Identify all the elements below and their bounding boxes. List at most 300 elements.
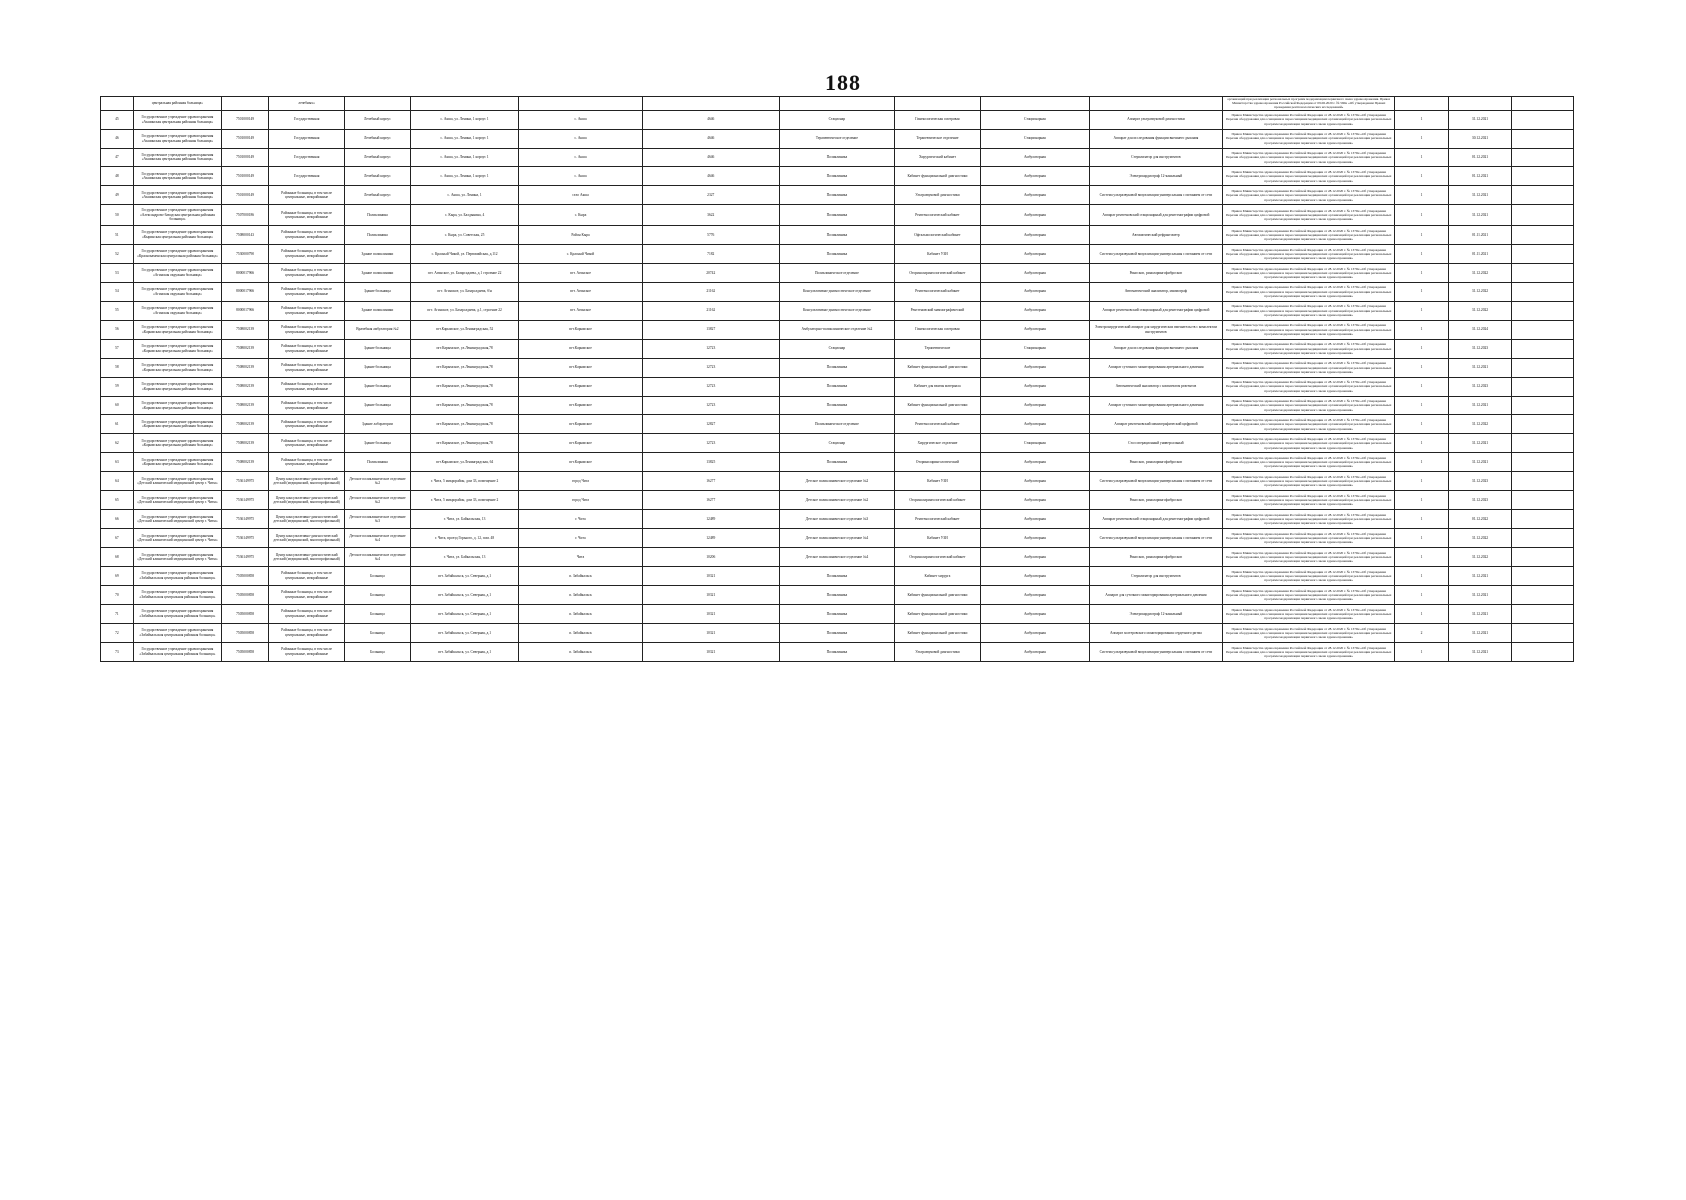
cell-org: Государственное учреждение здравоохранения «Детский клинический медицинский центр г. Читы» (133, 529, 221, 548)
cell-extra (1512, 453, 1574, 472)
cell-num: 60 (101, 396, 134, 415)
cell-room: Кабинет функциональной диагностики (894, 167, 980, 186)
cell-date: 31.12.2022 (1448, 548, 1512, 567)
cell-num: 61 (101, 415, 134, 434)
cell-address: пгт.Карымское, ул.Ленинградская, 64 (410, 453, 519, 472)
cell-date: 31.12.2021 (1448, 453, 1512, 472)
cell-order: Приказ Министерства здравоохранения Российской Федерации от 28.12.2020 г. № 1379н «Об утверждении Перечня оборудования для оснащения и переоснащения медицинских организаций при реализации региональных программ модернизации первичного звена здравоохранения» (1223, 491, 1395, 510)
cell-order: Приказ Министерства здравоохранения Российской Федерации от 28.12.2020 г. № 1379н «Об утверждении Перечня оборудования для оснащения и переоснащения медицинских организаций при реализации региональных программ модернизации первичного звена здравоохранения» (1223, 586, 1395, 605)
cell-date: 31.12.2022 (1448, 301, 1512, 320)
cell-qty: 1 (1395, 472, 1448, 491)
cell-equipment: Стол операционный универсальный (1089, 434, 1222, 453)
cell-inn: 7536149975 (222, 548, 269, 567)
cell-room: Хирургический кабинет (894, 148, 980, 167)
cell-equipment: Аппарат рентгеновский стационарный для рентгенографии цифровой (1089, 510, 1222, 529)
cell-count: 16277 (642, 491, 779, 510)
cell-building: Больница (345, 642, 411, 661)
cell-building: Здание больницы (345, 339, 411, 358)
cell-building: Лечебный корпус (345, 110, 411, 129)
cell-equipment: Электрокардиограф 12-канальный (1089, 167, 1222, 186)
cell-qty: 1 (1395, 301, 1448, 320)
cell-org: Государственное учреждение здравоохранения «Карымская центральная районная больница» (133, 339, 221, 358)
cell-room: Хирургическое отделение (894, 434, 980, 453)
cell-care: Амбулаторная (981, 491, 1090, 510)
table-row (101, 567, 1574, 586)
cell-count: 12723 (642, 434, 779, 453)
cell-settlement: пгт.Карымское (519, 434, 642, 453)
cell-qty: 1 (1395, 148, 1448, 167)
cell-care: Амбулаторная (981, 282, 1090, 301)
cell-building: Детское поликлиническое отделение №4 (345, 529, 411, 548)
cell-inn: 7508002139 (222, 320, 269, 339)
cell-equipment: Аппарат для исследования функции внешнего дыхания (1089, 339, 1222, 358)
cell-count: 4646 (642, 110, 779, 129)
cell-order: Приказ Министерства здравоохранения Российской Федерации от 28.12.2020 г. № 1379н «Об утверждении Перечня оборудования для оснащения и переоснащения медицинских организаций при реализации региональных программ модернизации первичного звена здравоохранения» (1223, 453, 1395, 472)
cell-address: пгт.Карымское, ул.Ленинградская,78 (410, 396, 519, 415)
cell-settlement: пгт.Карымское (519, 396, 642, 415)
cell-date: 31.12.2021 (1448, 186, 1512, 205)
cell-qty: 2 (1395, 623, 1448, 642)
cell-extra (1512, 97, 1574, 111)
cell-equipment: Аппарат рентгеновский стационарный для рентгенографии цифровой (1089, 301, 1222, 320)
register-table (100, 96, 1574, 662)
cell-order: Приказ Министерства здравоохранения Российской Федерации от 28.12.2020 г. № 1379н «Об утверждении Перечня оборудования для оснащения и переоснащения медицинских организаций при реализации региональных программ модернизации первичного звена здравоохранения» (1223, 263, 1395, 282)
cell-org: Государственное учреждение здравоохранения «Краснокаменская центральная районная больница» (133, 244, 221, 263)
cell-inn: 7508002139 (222, 396, 269, 415)
cell-building: Поликлиника (345, 225, 411, 244)
cell-org: Государственное учреждение здравоохранения «Карымская центральная районная больница» (133, 396, 221, 415)
cell-extra (1512, 377, 1574, 396)
cell-qty (1395, 97, 1448, 111)
cell-room: Кабинет хирурга (894, 567, 980, 586)
table-row (101, 415, 1574, 434)
table-row (101, 586, 1574, 605)
cell-order: Приказ Министерства здравоохранения Российской Федерации от 28.12.2020 г. № 1379н «Об утверждении Перечня оборудования для оснащения и переоснащения медицинских организаций при реализации региональных программ модернизации первичного звена здравоохранения» (1223, 301, 1395, 320)
cell-care: Амбулаторная (981, 148, 1090, 167)
cell-group: Районные больницы, в том числе центральные, межрайонные (269, 396, 345, 415)
cell-date: 30.12.2021 (1448, 129, 1512, 148)
cell-room: Кабинет УЗИ (894, 529, 980, 548)
cell-care: Амбулаторная (981, 453, 1090, 472)
cell-org: Государственное учреждение здравоохранения «Забайкальская центральная районная больница» (133, 623, 221, 642)
table-row (101, 358, 1574, 377)
cell-address: с. Кыра, ул. Советская, 25 (410, 225, 519, 244)
cell-count: 12489 (642, 529, 779, 548)
cell-care: Амбулаторная (981, 186, 1090, 205)
table-row (101, 434, 1574, 453)
cell-settlement: пгт.Карымское (519, 453, 642, 472)
cell-date: 31.12.2023 (1448, 339, 1512, 358)
cell-dept: Поликлиническое отделение (779, 415, 894, 434)
cell-org: Государственное учреждение здравоохранения «Забайкальская центральная районная больница» (133, 642, 221, 661)
cell-dept: Стационар (779, 110, 894, 129)
cell-care: Стационарная (981, 129, 1090, 148)
cell-building: Здание больницы (345, 434, 411, 453)
cell-inn: 7508002139 (222, 415, 269, 434)
cell-settlement: пгт. Агинское (519, 263, 642, 282)
cell-org: Государственное учреждение здравоохранения «Акшинская центральная районная больница» (133, 148, 221, 167)
cell-count: 12723 (642, 377, 779, 396)
cell-num: 52 (101, 244, 134, 263)
cell-group: Центр консультативно-диагностический детский (медицинский, многопрофильный) (269, 491, 345, 510)
cell-extra (1512, 225, 1574, 244)
cell-count: 13825 (642, 453, 779, 472)
cell-count: 10321 (642, 623, 779, 642)
cell-address: с. Акша, ул. Ленина, 1 корпус 1 (410, 148, 519, 167)
cell-count: 21162 (642, 301, 779, 320)
cell-room: Ультразвуковой диагностики (894, 186, 980, 205)
cell-qty: 1 (1395, 377, 1448, 396)
cell-equipment: Электрохирургический аппарат для хирургических вмешательств с комплектом инструментов (1089, 320, 1222, 339)
cell-qty: 1 (1395, 642, 1448, 661)
cell-num: 45 (101, 110, 134, 129)
cell-address: г. Чита, проезд Горького, д. 12, пом. 48 (410, 529, 519, 548)
cell-equipment: Аппарат холтеровского мониторирования сердечного ритма (1089, 623, 1222, 642)
cell-date: 01.12.2021 (1448, 148, 1512, 167)
cell-inn (222, 97, 269, 111)
table-row (101, 548, 1574, 567)
cell-date: 01.12.2022 (1448, 510, 1512, 529)
cell-dept: Детское поликлиническое отделение №2 (779, 472, 894, 491)
cell-address: г. Чита, ул. Байкальская, 13 (410, 510, 519, 529)
cell-building: Поликлиника (345, 453, 411, 472)
cell-settlement: город Чита (519, 491, 642, 510)
cell-group: Районные больницы, в том числе центральные, межрайонные (269, 415, 345, 434)
cell-num: 58 (101, 358, 134, 377)
cell-num: 55 (101, 301, 134, 320)
cell-address: пгт.Карымское, ул.Ленинградская,78 (410, 358, 519, 377)
cell-order: Приказ Министерства здравоохранения Российской Федерации от 28.12.2020 г. № 1379н «Об утверждении Перечня оборудования для оснащения и переоснащения медицинских организаций при реализации региональных программ модернизации первичного звена здравоохранения» (1223, 548, 1395, 567)
cell-room: Оториноларингологический кабинет (894, 548, 980, 567)
cell-group: Районные больницы, в том числе центральные, межрайонные (269, 358, 345, 377)
cell-building: Здание больницы (345, 282, 411, 301)
cell-date: 31.12.2024 (1448, 320, 1512, 339)
cell-building: Здание поликлиники (345, 263, 411, 282)
cell-order: Приказ Министерства здравоохранения Российской Федерации от 28.12.2020 г. № 1379н «Об утверждении Перечня оборудования для оснащения и переоснащения медицинских организаций при реализации региональных программ модернизации первичного звена здравоохранения» (1223, 282, 1395, 301)
cell-settlement: с. Акша (519, 129, 642, 148)
cell-order: Приказ Министерства здравоохранения Российской Федерации от 28.12.2020 г. № 1379н «Об утверждении Перечня оборудования для оснащения и переоснащения медицинских организаций при реализации региональных программ модернизации первичного звена здравоохранения» (1223, 205, 1395, 226)
cell-building: Здание больницы (345, 396, 411, 415)
cell-count: 13827 (642, 320, 779, 339)
table-row (101, 148, 1574, 167)
cell-address: пгт.Карымское, ул.Ленинградская,78 (410, 434, 519, 453)
cell-group: Государственная (269, 167, 345, 186)
cell-address (410, 97, 519, 111)
cell-care: Стационарная (981, 110, 1090, 129)
table-row (101, 186, 1574, 205)
cell-inn: 7505000858 (222, 623, 269, 642)
cell-care: Амбулаторная (981, 320, 1090, 339)
cell-num: 71 (101, 605, 134, 624)
table-row (101, 396, 1574, 415)
table-row (101, 510, 1574, 529)
cell-settlement: с. Красный Чикой (519, 244, 642, 263)
cell-date: 31.12.2021 (1448, 605, 1512, 624)
cell-extra (1512, 358, 1574, 377)
cell-dept: Поликлиника (779, 358, 894, 377)
cell-building: Здание больницы (345, 377, 411, 396)
cell-building: Врачебная амбулатория №2 (345, 320, 411, 339)
cell-extra (1512, 301, 1574, 320)
cell-inn: 7536149975 (222, 529, 269, 548)
cell-qty: 1 (1395, 225, 1448, 244)
register-body (101, 97, 1574, 662)
cell-room: Терапевтическое отделение (894, 129, 980, 148)
cell-dept: Детское поликлиническое отделение №4 (779, 548, 894, 567)
cell-count: 10321 (642, 586, 779, 605)
table-row (101, 320, 1574, 339)
cell-org: Государственное учреждение здравоохранения «Забайкальская центральная районная больница» (133, 567, 221, 586)
cell-dept: Консультативно-диагностическое отделение (779, 282, 894, 301)
cell-building: Больница (345, 567, 411, 586)
cell-address: с. Красный Чикой, ул. Первомайская, д.112 (410, 244, 519, 263)
cell-room: Рентгенологический кабинет (894, 510, 980, 529)
cell-room: Кабинет функциональной диагностики (894, 586, 980, 605)
cell-group: Центр консультативно-диагностический детский (медицинский, многопрофильный) (269, 548, 345, 567)
cell-date: 31.12.2021 (1448, 205, 1512, 226)
cell-care: Амбулаторная (981, 472, 1090, 491)
cell-num: 66 (101, 510, 134, 529)
cell-extra (1512, 529, 1574, 548)
cell-building: Больница (345, 605, 411, 624)
cell-settlement: п. Забайкальск (519, 642, 642, 661)
cell-num: 69 (101, 567, 134, 586)
cell-inn: 7501000149 (222, 110, 269, 129)
cell-building: Детское поликлиническое отделение №3 (345, 510, 411, 529)
cell-inn: 7508000143 (222, 225, 269, 244)
cell-room: Кабинет функциональной диагностики (894, 605, 980, 624)
cell-group: Районные больницы, в том числе центральные, межрайонные (269, 434, 345, 453)
cell-care: Амбулаторная (981, 225, 1090, 244)
cell-building: Лечебный корпус (345, 129, 411, 148)
cell-extra (1512, 642, 1574, 661)
cell-org: Государственное учреждение здравоохранения «Карымская центральная районная больница» (133, 453, 221, 472)
cell-equipment: Аппарат ультразвуковой диагностики (1089, 110, 1222, 129)
cell-room: Кабинет функциональной диагностики (894, 358, 980, 377)
cell-org: Государственное учреждение здравоохранения «Агинская окружная больница» (133, 282, 221, 301)
cell-date: 31.12.2021 (1448, 110, 1512, 129)
cell-inn: 7508002139 (222, 453, 269, 472)
cell-dept: Поликлиника (779, 244, 894, 263)
cell-inn: 8000017966 (222, 263, 269, 282)
cell-address: пгт.Карымское, ул.Ленинградская,78 (410, 339, 519, 358)
cell-org: Государственное учреждение здравоохранения «Агинская окружная больница» (133, 301, 221, 320)
cell-qty: 1 (1395, 186, 1448, 205)
cell-room: Гинекологическая смотровая (894, 320, 980, 339)
cell-settlement: пгт. Агинское (519, 301, 642, 320)
cell-extra (1512, 415, 1574, 434)
cell-care: Стационарная (981, 434, 1090, 453)
cell-equipment: Стерилизатор для инструментов (1089, 567, 1222, 586)
cell-dept: Терапевтическое отделение (779, 129, 894, 148)
cell-qty: 1 (1395, 244, 1448, 263)
table-row (101, 491, 1574, 510)
cell-org: Государственное учреждение здравоохранения «Детский клинический медицинский центр г. Читы» (133, 510, 221, 529)
cell-room: Ультразвуковой диагностики (894, 642, 980, 661)
table-row (101, 301, 1574, 320)
cell-order: Приказ Министерства здравоохранения Российской Федерации от 28.12.2020 г. № 1379н «Об утверждении Перечня оборудования для оснащения и переоснащения медицинских организаций при реализации региональных программ модернизации первичного звена здравоохранения» (1223, 320, 1395, 339)
cell-dept: Поликлиника (779, 205, 894, 226)
cell-org: Государственное учреждение здравоохранения «Акшинская центральная районная больница» (133, 110, 221, 129)
cell-qty: 1 (1395, 548, 1448, 567)
cell-order: Приказ Министерства здравоохранения Российской Федерации от 28.12.2020 г. № 1379н «Об утверждении Перечня оборудования для оснащения и переоснащения медицинских организаций при реализации региональных программ модернизации первичного звена здравоохранения» (1223, 415, 1395, 434)
cell-num: 62 (101, 434, 134, 453)
cell-inn: 7508002139 (222, 339, 269, 358)
cell-order: Приказ Министерства здравоохранения Российской Федерации от 28.12.2020 г. № 1379н «Об утверждении Перечня оборудования для оснащения и переоснащения медицинских организаций при реализации региональных программ модернизации первичного звена здравоохранения» (1223, 529, 1395, 548)
table-row (101, 263, 1574, 282)
cell-qty: 1 (1395, 129, 1448, 148)
cell-date: 31.12.2021 (1448, 586, 1512, 605)
cell-order: Приказ Министерства здравоохранения Российской Федерации от 28.12.2020 г. № 1379н «Об утверждении Перечня оборудования для оснащения и переоснащения медицинских организаций при реализации региональных программ модернизации первичного звена здравоохранения» (1223, 339, 1395, 358)
cell-date: 31.12.2022 (1448, 263, 1512, 282)
cell-qty: 1 (1395, 453, 1448, 472)
cell-extra (1512, 110, 1574, 129)
cell-group: Районные больницы, в том числе центральные, межрайонные (269, 205, 345, 226)
cell-equipment: Риноскоп, риноларингофиброскоп (1089, 263, 1222, 282)
cell-count: 12489 (642, 510, 779, 529)
table-row (101, 205, 1574, 226)
cell-group: лечебных» (269, 97, 345, 111)
cell-num: 56 (101, 320, 134, 339)
cell-count: 10321 (642, 605, 779, 624)
cell-order: Приказ Министерства здравоохранения Российской Федерации от 28.12.2020 г. № 1379н «Об утверждении Перечня оборудования для оснащения и переоснащения медицинских организаций при реализации региональных программ модернизации первичного звена здравоохранения» (1223, 623, 1395, 642)
cell-qty: 1 (1395, 586, 1448, 605)
cell-num: 50 (101, 205, 134, 226)
cell-count: 12827 (642, 415, 779, 434)
cell-dept: Поликлиника (779, 148, 894, 167)
table-row (101, 642, 1574, 661)
cell-room: Рентгеновский маммографический (894, 301, 980, 320)
cell-equipment: Система ультразвуковой визуализации универсальная с питанием от сети (1089, 472, 1222, 491)
cell-care: Амбулаторная (981, 567, 1090, 586)
cell-address: пгт. Агинское, ул. Базарсадаева, б/н (410, 282, 519, 301)
cell-inn: 7508002139 (222, 358, 269, 377)
cell-equipment: Электрокардиограф 12-канальный (1089, 605, 1222, 624)
page-number: 188 (825, 70, 861, 95)
cell-qty: 1 (1395, 434, 1448, 453)
cell-extra (1512, 320, 1574, 339)
cell-care: Амбулаторная (981, 605, 1090, 624)
cell-num: 51 (101, 225, 134, 244)
cell-group: Государственная (269, 129, 345, 148)
cell-settlement: город Чита (519, 472, 642, 491)
cell-org: Государственное учреждение здравоохранения «Забайкальская центральная районная больница» (133, 605, 221, 624)
equipment-register-table (100, 96, 1574, 662)
cell-dept: Консультативно-диагностическое отделение (779, 301, 894, 320)
cell-inn: 7536149975 (222, 472, 269, 491)
cell-dept: Поликлиника (779, 453, 894, 472)
cell-date: 31.12.2021 (1448, 358, 1512, 377)
cell-org: Государственное учреждение здравоохранения «Карымская центральная районная больница» (133, 358, 221, 377)
cell-qty: 1 (1395, 529, 1448, 548)
cell-settlement: г. Чита (519, 510, 642, 529)
cell-building: Поликлиника (345, 205, 411, 226)
cell-date: 01.12.2021 (1448, 167, 1512, 186)
cell-num: 57 (101, 339, 134, 358)
table-row (101, 129, 1574, 148)
cell-inn: 7505000858 (222, 567, 269, 586)
cell-building: Здание поликлиники (345, 301, 411, 320)
cell-equipment: Система ультразвуковой визуализации универсальная с питанием от сети (1089, 529, 1222, 548)
cell-count: 10321 (642, 642, 779, 661)
cell-count: 21162 (642, 282, 779, 301)
cell-dept: Детское поликлиническое отделение №4 (779, 529, 894, 548)
cell-dept: Поликлиника (779, 225, 894, 244)
cell-dept: Стационар (779, 339, 894, 358)
cell-address: пгт. Агинское, ул. Базарсадаева, д.1 строение 22 (410, 263, 519, 282)
cell-order: Приказ Министерства здравоохранения Российской Федерации от 28.12.2020 г. № 1379н «Об утверждении Перечня оборудования для оснащения и переоснащения медицинских организаций при реализации региональных программ модернизации первичного звена здравоохранения» (1223, 377, 1395, 396)
cell-extra (1512, 205, 1574, 226)
cell-settlement: Чита (519, 548, 642, 567)
cell-equipment: Аппарат суточного мониторирования артериального давления (1089, 396, 1222, 415)
cell-care: Амбулаторная (981, 167, 1090, 186)
cell-org: Государственное учреждение здравоохранения «Акшинская центральная районная больница» (133, 186, 221, 205)
cell-room: Кабинет УЗИ (894, 472, 980, 491)
cell-extra (1512, 434, 1574, 453)
cell-dept: Детское поликлиническое отделение №2 (779, 491, 894, 510)
cell-group: Районные больницы, в том числе центральные, межрайонные (269, 377, 345, 396)
cell-inn: 8000017966 (222, 301, 269, 320)
cell-inn: 7536149975 (222, 491, 269, 510)
cell-care: Амбулаторная (981, 529, 1090, 548)
cell-org: Государственное учреждение здравоохранения «Акшинская центральная районная больница» (133, 167, 221, 186)
cell-order: Приказ Министерства здравоохранения Российской Федерации от 28.12.2020 г. № 1379н «Об утверждении Перечня оборудования для оснащения и переоснащения медицинских организаций при реализации региональных программ модернизации первичного звена здравоохранения» (1223, 510, 1395, 529)
cell-room: Офтальмологический кабинет (894, 225, 980, 244)
cell-building: Детское поликлиническое отделение №4 (345, 548, 411, 567)
cell-settlement: Район Кыра (519, 225, 642, 244)
cell-qty: 1 (1395, 110, 1448, 129)
cell-equipment: Автоматический рефрактометр (1089, 225, 1222, 244)
cell-dept: Поликлиника (779, 605, 894, 624)
cell-care: Амбулаторная (981, 415, 1090, 434)
cell-order: Приказ Министерства здравоохранения Российской Федерации от 28.12.2020 г. № 1379н «Об утверждении Перечня оборудования для оснащения и переоснащения медицинских организаций при реализации региональных программ модернизации первичного звена здравоохранения» (1223, 358, 1395, 377)
cell-inn: 8000017966 (222, 282, 269, 301)
cell-group: Районные больницы, в том числе центральные, межрайонные (269, 301, 345, 320)
cell-dept: Поликлиника (779, 586, 894, 605)
cell-org: Государственное учреждение здравоохранения «Кыринская центральная районная больница» (133, 225, 221, 244)
cell-settlement: п. Забайкальск (519, 605, 642, 624)
cell-inn: 7505000858 (222, 642, 269, 661)
cell-building: Здание больницы (345, 358, 411, 377)
cell-address: пгт.Карымское, ул.Ленинградская,78 (410, 377, 519, 396)
cell-care (981, 97, 1090, 111)
cell-date (1448, 97, 1512, 111)
cell-group: Районные больницы, в том числе центральные, межрайонные (269, 282, 345, 301)
cell-extra (1512, 148, 1574, 167)
cell-date: 31.12.2021 (1448, 396, 1512, 415)
cell-date: 01.11.2021 (1448, 225, 1512, 244)
cell-date: 31.12.2023 (1448, 472, 1512, 491)
cell-count: 4646 (642, 129, 779, 148)
cell-extra (1512, 605, 1574, 624)
cell-room: Гинекологическая смотровая (894, 110, 980, 129)
cell-org: центральная районная больница» (133, 97, 221, 111)
cell-room: Рентгенологический кабинет (894, 415, 980, 434)
cell-building (345, 97, 411, 111)
cell-order: Приказ Министерства здравоохранения Российской Федерации от 28.12.2020 г. № 1379н «Об утверждении Перечня оборудования для оснащения и переоснащения медицинских организаций при реализации региональных программ модернизации первичного звена здравоохранения» (1223, 244, 1395, 263)
cell-care: Амбулаторная (981, 623, 1090, 642)
table-row (101, 529, 1574, 548)
cell-org: Государственное учреждение здравоохранения «Детский клинический медицинский центр г. Читы» (133, 491, 221, 510)
cell-equipment: Аппарат суточного мониторирования артериального давления (1089, 358, 1222, 377)
cell-address: с. Акша, ул. Ленина, 1 корпус 1 (410, 110, 519, 129)
cell-address: г. Чита, 5 микрорайон, дом 33, помещение 2 (410, 472, 519, 491)
cell-equipment: Аппарат для суточного мониторирования артериального давления (1089, 586, 1222, 605)
cell-count: 20742 (642, 263, 779, 282)
cell-care: Амбулаторная (981, 586, 1090, 605)
cell-group: Районные больницы, в том числе центральные, межрайонные (269, 339, 345, 358)
cell-org: Государственное учреждение здравоохранения «Карымская центральная районная больница» (133, 434, 221, 453)
